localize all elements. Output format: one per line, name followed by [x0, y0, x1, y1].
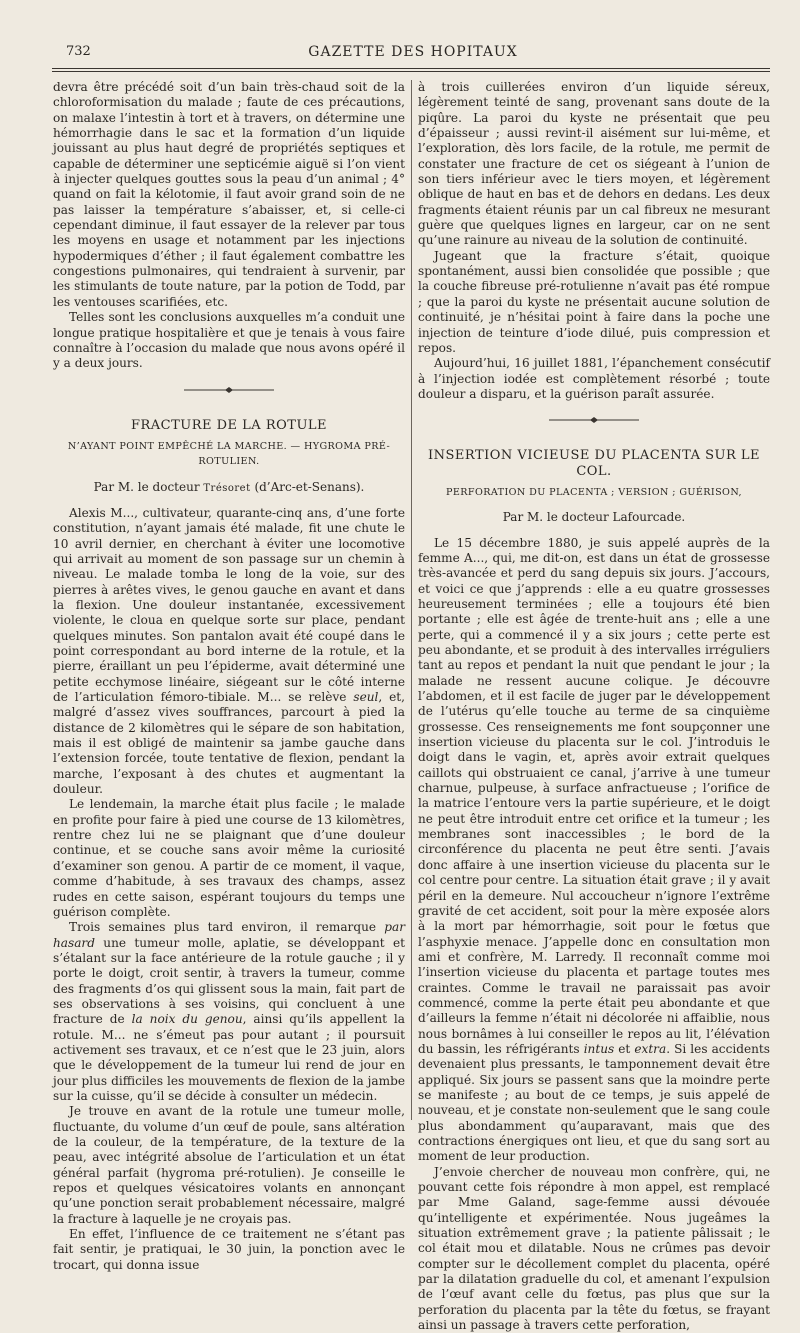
italic-text: seul	[353, 690, 379, 705]
text-run: Le 15 décembre 1880, je suis appelé auprès de la femme A..., qui, me dit-on, est dans un état de grossesse très-avancée et perd du sang depuis six jours. J’accours, et voici ce que j’apprends : elle a eu quatre grossesses heureusement terminées ; elle a toujours été bien portante ; elle est âgée de trente-huit ans ; elle a une perte, qui a commencé il y a six jours ; cette perte est peu abondante, et se produit à des intervalles irréguliers tant au repos et pendant la nuit que pendant le jour ; la malade ne ressent aucune colique. Je découvre l’abdomen, et il est facile de juger par le développement de l’utérus qu’elle touche au terme de sa cinquième grossesse. Ces renseignements me font soupçonner une insertion vicieuse du placenta sur le col. J’introduis le doigt dans le vagin, et, après avoir extrait quelques caillots qui obstruaient ce canal, j’arrive à une tumeur charnue, pulpeuse, à surface anfractueuse ; l’orifice de la matrice l’entoure vers la partie supérieure, et le doigt ne peut être introduit entre cet orifice et la tumeur ; les membranes sont inaccessibles ; le bord de la circonférence du placenta ne peut être senti. J’avais donc affaire à une insertion vicieuse du placenta sur le col centre pour centre. La situation était grave ; il y avait péril en la demeure. Nul accoucheur n’ignore l’extrême gravité de cet accident, soit pour la mère exposée alors à la mort par hémorrhagie, soit pour le fœtus que l’asphyxie menace. J’appelle donc en consultation mon ami et confrère, M. Larredy. Il reconnaît comme moi l’insertion vicieuse du placenta et partage toutes mes craintes. Comme le travail ne paraissait pas avoir commencé, comme la perte était peu abondante et que d’ailleurs la femme n’était ni décolorée ni affaiblie, nous nous bornâmes à lui conseiller le repos au lit, l’élévation du bassin, les réfrigérants	[418, 535, 770, 1056]
paragraph: Je trouve en avant de la rotule une tumeur molle, fluctuante, du volume d’un œuf de poule, sans altération de la couleur, de la température, de la texture de la peau, avec intégrité absolue de l’articulation et un état général parfait (hygroma pré-rotulien). Je conseille le repos et quelques vésicatoires volants en annonçant qu’une ponction serait probablement nécessaire, malgré la fracture à laquelle je ne croyais pas.	[53, 1104, 405, 1226]
section-separator-ornament	[53, 386, 405, 400]
author-line: Par M. le docteur Lafourcade.	[502, 510, 686, 525]
text-run: , et, malgré d’assez vives souffrances, parcourt à pied la distance de 2 kilomètres qui le sépare de son habitation, mais il est obligé de maintenir sa jambe gauche dans l’extension forcée, toute tentative de flexion, pendant la marche, l’exposant à des chutes et augmentant la douleur.	[53, 690, 405, 797]
paragraph: J’envoie chercher de nouveau mon confrère, qui, ne pouvant cette fois répondre à mon appel, est remplacé par Mme Galand, sage-femme aussi dévouée qu’intelligente et expérimentée. Nous jugeâmes la situation extrêmement grave ; la patiente pâlissait ; le col était mou et dilatable. Nous ne crûmes pas devoir compter sur le décollement complet du placenta, opéré par la dilatation graduelle du col, et amenant l’expulsion de l’œuf avant celle du fœtus, pas plus que sur la perforation du placenta par la tête du fœtus, se frayant ainsi un passage à travers cette perforation,	[418, 1164, 770, 1333]
journal-title: GAZETTE DES HOPITAUX	[308, 44, 518, 60]
section-title: INSERTION VICIEUSE DU PLACENTA SUR LE COL.	[428, 448, 760, 479]
section-title: FRACTURE DE LA ROTULE	[130, 417, 328, 433]
author-name: Trésoret	[203, 482, 251, 494]
section-subtitle: PERFORATION DU PLACENTA ; VERSION ; GUÉRISON,	[446, 486, 742, 498]
italic-text: intus	[583, 1041, 615, 1056]
paragraph: Aujourd’hui, 16 juillet 1881, l’épanchement consécutif à l’injection iodée est complètement résorbé ; toute douleur a disparu, et la guérison paraît assurée.	[418, 356, 770, 401]
text-run: et	[614, 1041, 635, 1056]
column-divider	[411, 80, 412, 1120]
italic-text: la noix du genou	[131, 1012, 243, 1027]
header-rule-thick	[52, 68, 770, 69]
italic-text: par hasard	[53, 920, 405, 950]
paragraph	[53, 920, 405, 1104]
right-column	[418, 80, 770, 1333]
text-run: . Si les accidents devenaient plus pressants, le tamponnement devait être appliqué. Six jours se passent sans que la moindre perte se manifeste ; au bout de ce temps, je suis appelé de nouveau, et je constate non-seulement que le sang coule plus abondamment qu’auparavant, mais que des contractions énergiques ont lieu, et que du sang sort au moment de leur production.	[418, 1041, 770, 1164]
left-column	[53, 80, 405, 1273]
text-run: Alexis M..., cultivateur, quarante-cinq ans, d’une forte constitution, n’ayant jamais été malade, fit une chute le 10 avril dernier, en cherchant à éviter une locomotive qui arrivait au moment de son passage sur un chemin à niveau. Le malade tomba le long de la voie, sur des pierres à arêtes vives, le genou gauche en avant et dans la flexion. Une douleur instantanée, excessivement violente, le cloua en quelque sorte sur place, pendant quelques minutes. Son pantalon avait été coupé dans le point correspondant au bord interne de la rotule, et la pierre, éraillant un peu l’épiderme, avait déterminé une petite ecchymose linéaire, siégeant sur le côté interne de l’articulation fémoro-tibiale. M... se relève	[53, 505, 405, 705]
paragraph: Jugeant que la fracture s’était, quoique spontanément, aussi bien consolidée que possible ; que la couche fibreuse pré-rotulienne n’avait pas été rompue ; que la paroi du kyste ne présentait aucune solution de continuité, je n’hésitai point à faire dans la poche une injection de teinture d’iode dilué, puis compression et repos.	[418, 248, 770, 355]
text-run: , ainsi qu’ils appellent la rotule. M... ne s’émeut pas pour autant ; il poursuit activement ses travaux, et ce n’est que le 23 juin, alors que le développement de la tumeur lui rend de jour en jour plus difficiles les mouvements de flexion de la jambe sur la cuisse, qu’il se décide à consulter un médecin.	[53, 1012, 405, 1103]
author-suffix: (d’Arc-et-Senans).	[250, 479, 365, 494]
text-run: une tumeur molle, aplatie, se développant et s’étalant sur la face antérieure de la rotule gauche ; il y porte le doigt, croit sentir, à travers la tumeur, comme des fragments d’os qui glissent sous la main, fait part de ses observations à ses voisins, qui concluent à une fracture de	[53, 935, 405, 1027]
paragraph: Le lendemain, la marche était plus facile ; le malade en profite pour faire à pied une course de 13 kilomètres, rentre chez lui ne se plaignant que d’une douleur continue, et se couche sans avoir même la curiosité d’examiner son genou. A partir de ce moment, il vaque, comme d’habitude, à ses travaux des champs, assez rudes en cette saison, espérant toujours du temps une guérison complète.	[53, 797, 405, 919]
paragraph: à trois cuillerées environ d’un liquide séreux, légèrement teinté de sang, provenant sans doute de la piqûre. La paroi du kyste ne présentait que peu d’épaisseur ; aussi revint-il aisément sur lui-même, et l’exploration, dès lors facile, de la rotule, me permit de constater une fracture de cet os siégeant à l’union de son tiers inférieur avec le tiers moyen, et légèrement oblique de haut en bas et de dehors en dedans. Les deux fragments étaient réunis par un cal fibreux ne mesurant guère que quelques lignes en largeur, car on ne sent qu’une rainure au niveau de la solution de continuité.	[418, 80, 770, 248]
paragraph: Telles sont les conclusions auxquelles m’a conduit une longue pratique hospitalière et que je tenais à vous faire connaître à l’occasion du malade que nous avons opéré il y a deux jours.	[53, 310, 405, 371]
paragraph	[418, 536, 770, 1165]
paragraph	[53, 506, 405, 798]
section-separator-ornament	[418, 416, 770, 430]
text-run: Trois semaines plus tard environ, il remarque	[69, 920, 385, 935]
author-line	[53, 480, 405, 496]
author-prefix: Par M. le docteur	[93, 479, 204, 494]
section-subtitle: N’AYANT POINT EMPÊCHÉ LA MARCHE. — HYGROMA PRÉ-ROTULIEN.	[67, 440, 391, 468]
paragraph: En effet, l’influence de ce traitement ne s’étant pas fait sentir, je pratiquai, le 30 juin, la ponction avec le trocart, qui donna issue	[53, 1227, 405, 1272]
page-header	[52, 44, 774, 66]
header-rule-thin	[52, 71, 770, 72]
italic-text: extra	[634, 1041, 667, 1056]
paragraph: devra être précédé soit d’un bain très-chaud soit de la chloroformisation du malade ; faute de ces précautions, on malaxe l’intestin à tort et à travers, on détermine une hémorrhagie dans le sac et la formation d’un liquide jouissant au plus haut degré de propriétés septiques et capable de déterminer une septicémie aiguë si l’on vient à injecter quelques gouttes sous la peau d’un animal ; 4° quand on fait la kélotomie, il faut avoir grand soin de ne pas laisser la température s’abaisser, et, si celle-ci cependant diminue, il faut essayer de la relever par tous les moyens en usage et notamment par les injections hypodermiques d’éther ; il faut également combattre les congestions pulmonaires, qui tendraient à survenir, par les stimulants de toute nature, par la potion de Todd, par les ventouses scarifiées, etc.	[53, 80, 405, 309]
page-number: 732	[66, 44, 91, 59]
